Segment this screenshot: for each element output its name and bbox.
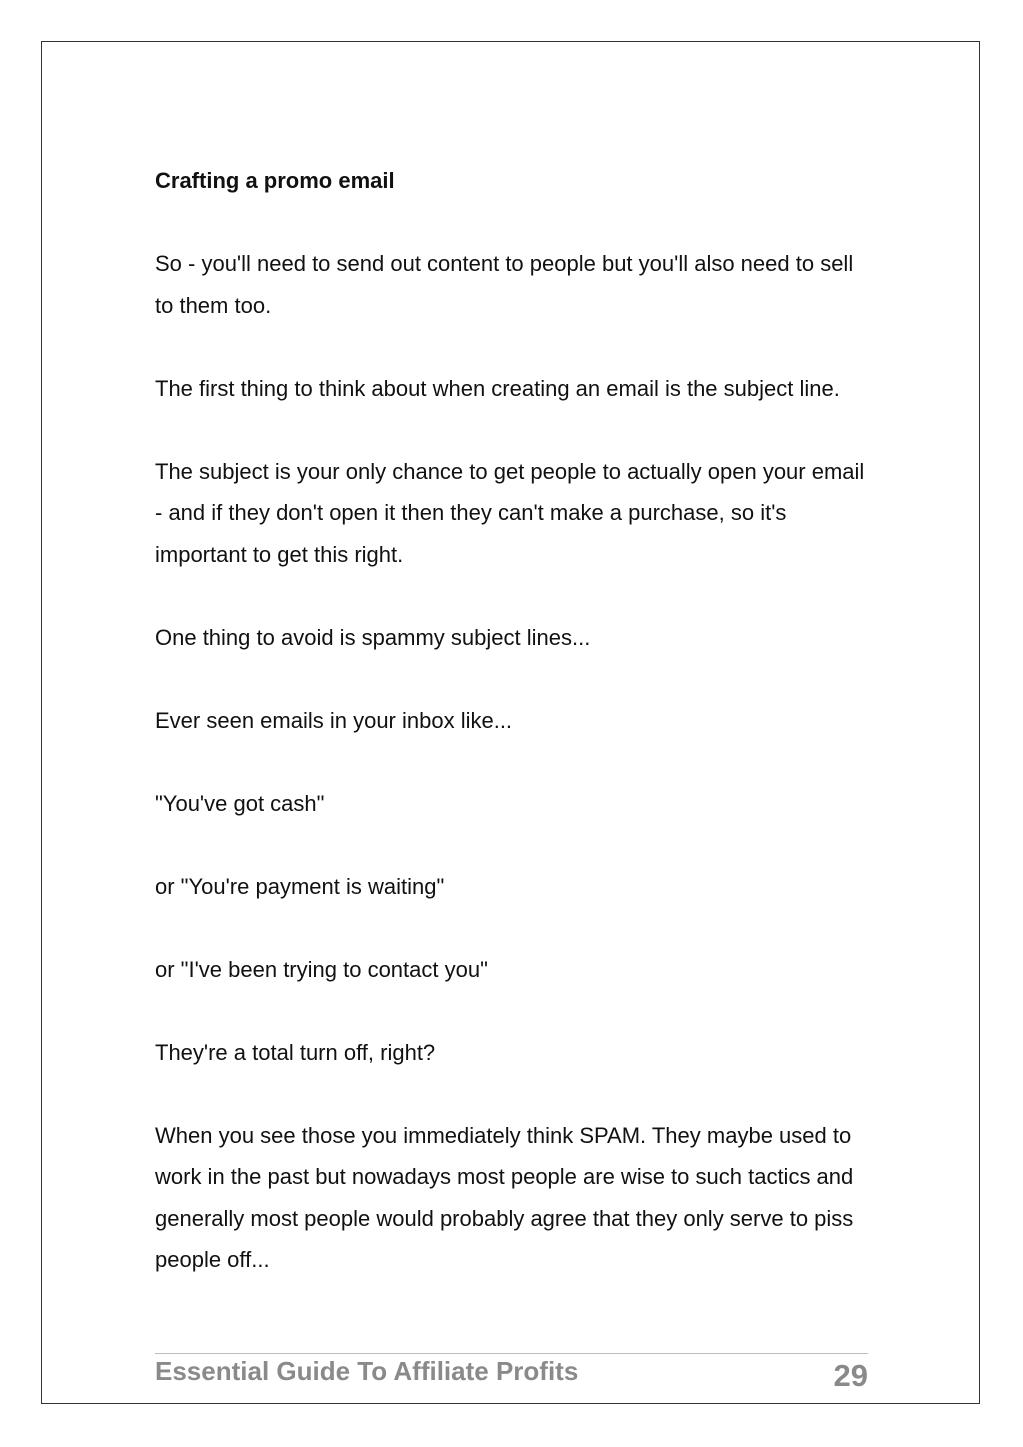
paragraph: Ever seen emails in your inbox like... (155, 707, 513, 733)
paragraph: One thing to avoid is spammy subject lines... (155, 624, 591, 650)
paragraph: or "You're payment is waiting" (155, 873, 445, 899)
paragraph: The first thing to think about when creating an email is the subject line. (155, 375, 840, 401)
page-number: 29 (833, 1358, 868, 1393)
page-content (155, 160, 875, 1322)
paragraph: or "I've been trying to contact you" (155, 956, 488, 982)
paragraph: "You've got cash" (155, 790, 325, 816)
page-footer (155, 1353, 868, 1394)
paragraph: So - you'll need to send out content to people but you'll also need to sell to them too. (155, 251, 854, 318)
paragraph: When you see those you immediately think SPAM. They maybe used to work in the past but nowadays most people are wise to such tactics and generally most people would probably agree that they only serve to piss people off... (155, 1122, 854, 1272)
paragraph: They're a total turn off, right? (155, 1039, 436, 1065)
footer-title: Essential Guide To Affiliate Profits (155, 1356, 579, 1386)
section-heading: Crafting a promo email (155, 168, 395, 193)
paragraph: The subject is your only chance to get people to actually open your email - and if they don't open it then they can't make a purchase, so it's important to get this right. (155, 458, 865, 567)
